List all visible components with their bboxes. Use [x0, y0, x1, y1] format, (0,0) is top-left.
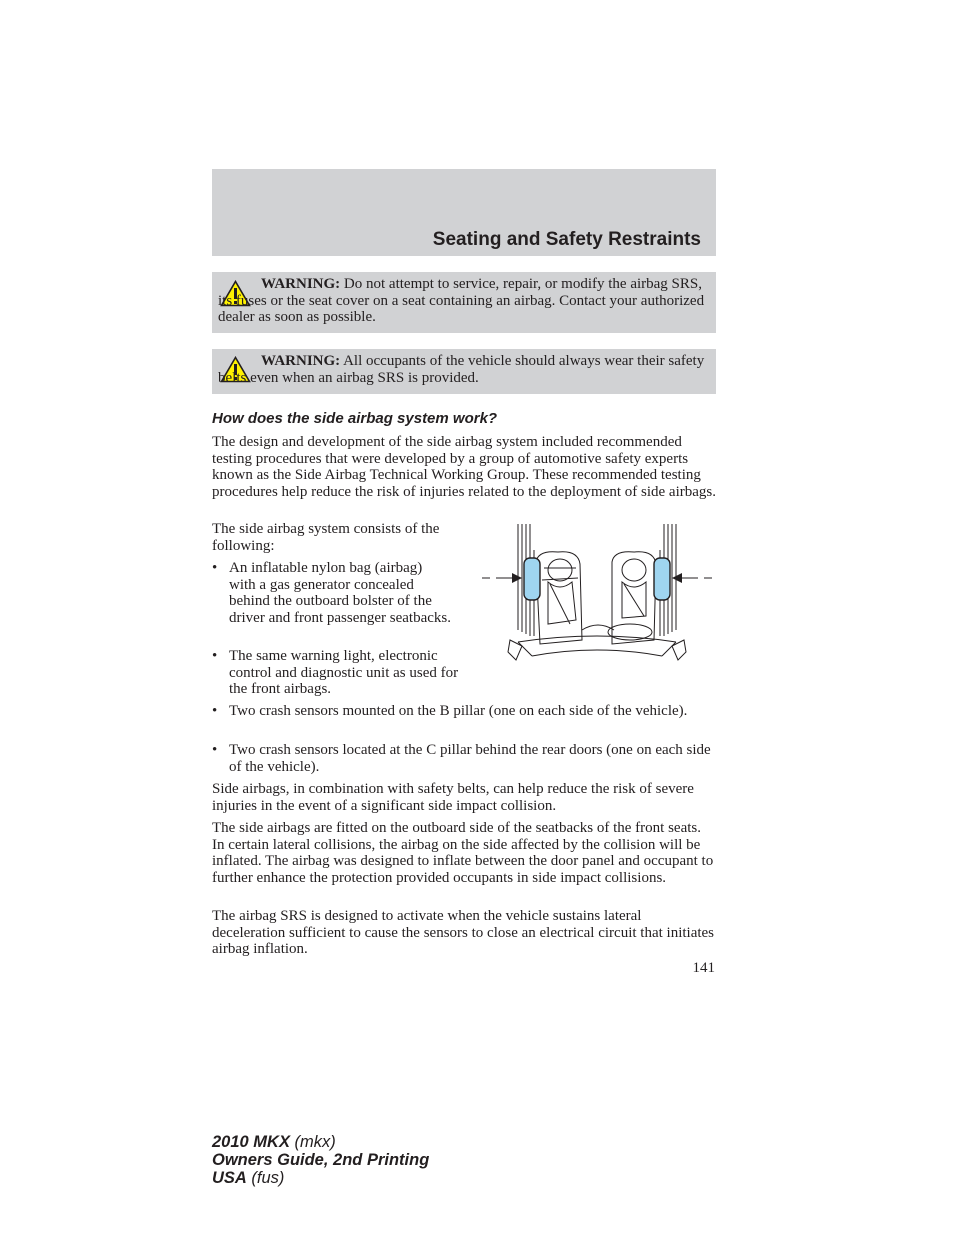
intro-paragraph: The design and development of the side airbag system included recommended testing procedures that were developed by a group of automotive safety experts known as the Side Airbag Technical Working Group. These recommended testing procedures help reduce the risk of injuries related to the deployment of side airbags.	[212, 434, 716, 500]
bullet-dot: •	[212, 648, 218, 664]
bullet-dot: •	[212, 703, 218, 719]
warning-box-safety-belts	[212, 349, 716, 394]
footer-model-code: (mkx)	[289, 1133, 336, 1151]
side-airbag-illustration	[478, 520, 716, 672]
activate-paragraph: The airbag SRS is designed to activate when the vehicle sustains lateral deceleration sufficient to cause the sensors to close an electrical circuit that initiates airbag inflation.	[212, 908, 715, 958]
warning-body: All occupants of the vehicle should always wear their safety belts even when an airbag SRS is provided.	[218, 353, 705, 386]
list-item	[212, 648, 462, 698]
section-title: Seating and Safety Restraints	[432, 229, 701, 250]
list-item-text: The same warning light, electronic control and diagnostic unit as used for the front airbags.	[229, 648, 459, 698]
list-item	[212, 560, 452, 626]
page-number: 141	[692, 960, 715, 976]
list-item	[212, 703, 712, 720]
warning-body: Do not attempt to service, repair, or modify the airbag SRS, its fuses or the seat cover on a seat containing an airbag. Contact your authorized dealer as soon as possible.	[218, 276, 705, 326]
footer-line-model	[212, 1133, 429, 1151]
document-footer	[212, 1133, 429, 1187]
bullet-dot: •	[212, 560, 218, 576]
section-heading: How does the side airbag system work?	[212, 410, 498, 427]
warning-text	[218, 276, 706, 326]
bullet-dot: •	[212, 742, 218, 758]
fitted-paragraph: The side airbags are fitted on the outboard side of the seatbacks of the front seats. In certain lateral collisions, the airbag on the side affected by the collision will be inflated. The airbag was designed to inflate between the door panel and occupant to further enhance the protection provided occupants in side impact collisions.	[212, 820, 714, 886]
footer-line-market	[212, 1169, 429, 1187]
list-item-text: Two crash sensors mounted on the B pillar (one on each side of the vehicle).	[229, 703, 688, 719]
section-header-band	[212, 169, 716, 256]
consists-paragraph: The side airbag system consists of the following:	[212, 521, 440, 554]
footer-market: USA	[212, 1169, 247, 1187]
list-item-text: Two crash sensors located at the C pillar behind the rear doors (one on each side of the vehicle).	[229, 742, 711, 775]
warning-text	[218, 353, 706, 386]
footer-model: 2010 MKX	[212, 1133, 290, 1151]
warning-box-service	[212, 272, 716, 333]
footer-market-code: (fus)	[246, 1169, 285, 1187]
warning-label: WARNING:	[261, 276, 341, 292]
belts-paragraph: Side airbags, in combination with safety belts, can help reduce the risk of severe injuries in the event of a significant side impact collision.	[212, 781, 694, 814]
warning-label: WARNING:	[261, 353, 341, 369]
footer-line-edition: Owners Guide, 2nd Printing	[212, 1151, 430, 1169]
list-item-text: An inflatable nylon bag (airbag) with a gas generator concealed behind the outboard bolster of the driver and front passenger seatbacks.	[229, 560, 451, 626]
list-item	[212, 742, 712, 775]
